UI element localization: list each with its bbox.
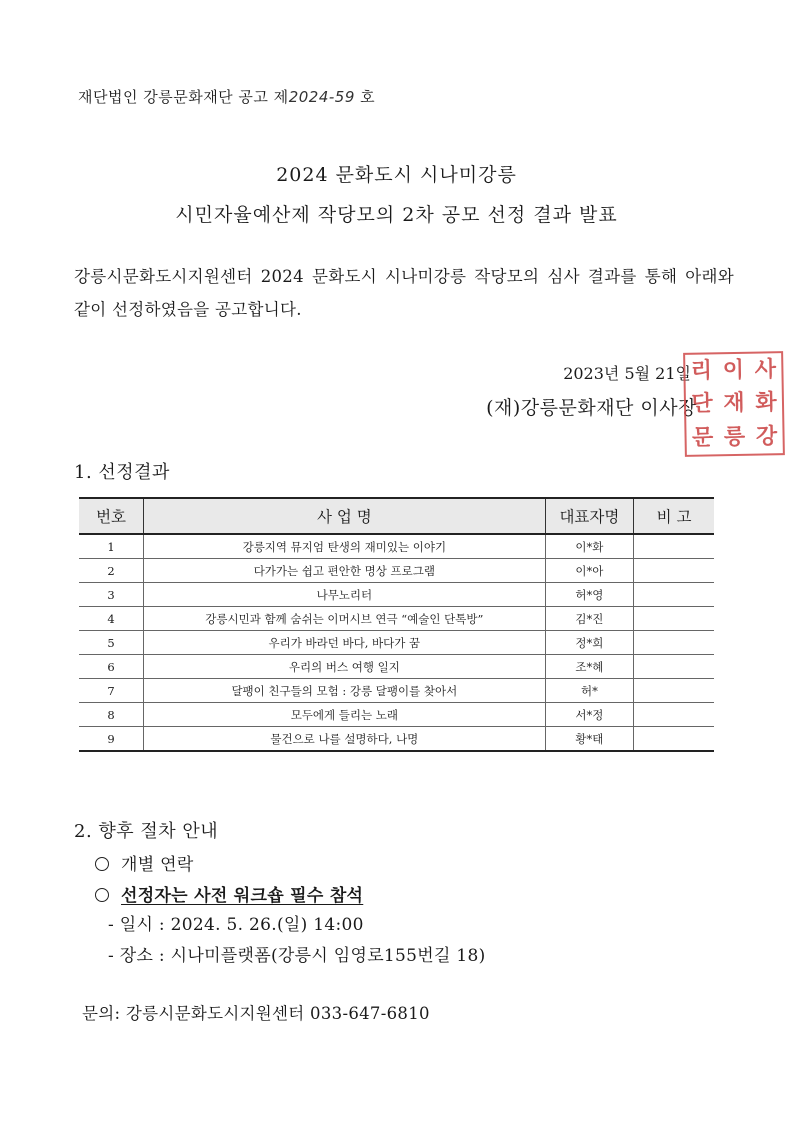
announcement-date: 2023년 5월 21일 bbox=[563, 364, 691, 383]
seal-char: 단 bbox=[691, 390, 713, 418]
seal-char: 화 bbox=[755, 389, 777, 416]
cell-note bbox=[634, 703, 714, 727]
cell-representative: 황*태 bbox=[545, 727, 634, 752]
cell-representative: 허*영 bbox=[545, 583, 634, 607]
table-row bbox=[79, 703, 714, 727]
cell-project-name: 다가가는 쉽고 편안한 명상 프로그램 bbox=[144, 559, 546, 583]
cell-note bbox=[634, 583, 714, 607]
header-project-name: 사 업 명 bbox=[144, 498, 546, 534]
cell-note bbox=[634, 607, 714, 631]
section1-title: 1. 선정결과 bbox=[74, 462, 170, 483]
table-row bbox=[79, 559, 714, 583]
table-row bbox=[79, 727, 714, 752]
cell-number: 4 bbox=[79, 607, 144, 631]
organization-signature: (재)강릉문화재단 이사장 bbox=[486, 397, 697, 419]
seal-char: 이 bbox=[722, 356, 745, 384]
cell-number: 5 bbox=[79, 631, 144, 655]
circle-bullet-icon bbox=[95, 888, 109, 902]
seal-char: 리 bbox=[690, 357, 713, 384]
cell-number: 6 bbox=[79, 655, 144, 679]
cell-project-name: 우리가 바라던 바다, 바다가 꿈 bbox=[144, 631, 546, 655]
document-title-line2: 시민자율예산제 작당모의 2차 공모 선정 결과 발표 bbox=[175, 204, 618, 226]
cell-representative: 이*화 bbox=[545, 534, 634, 559]
header-note: 비 고 bbox=[634, 498, 714, 534]
step-item-label: 개별 연락 bbox=[121, 855, 194, 875]
cell-project-name: 강릉지역 뮤지엄 탄생의 재미있는 이야기 bbox=[144, 534, 546, 559]
header-number: 번호 bbox=[79, 498, 144, 534]
step-item-workshop bbox=[95, 881, 363, 906]
seal-char: 문 bbox=[691, 424, 714, 451]
seal-char: 사 bbox=[754, 356, 777, 383]
cell-representative: 조*혜 bbox=[545, 655, 634, 679]
selection-result-table bbox=[79, 497, 714, 752]
document-title-line1: 2024 문화도시 시나미강릉 bbox=[276, 164, 517, 186]
table-row bbox=[79, 655, 714, 679]
step-item-contact bbox=[95, 850, 194, 875]
cell-number: 1 bbox=[79, 534, 144, 559]
contact-info: 문의: 강릉시문화도시지원센터 033-647-6810 bbox=[82, 1004, 430, 1023]
cell-number: 7 bbox=[79, 679, 144, 703]
cell-representative: 허* bbox=[545, 679, 634, 703]
cell-project-name: 우리의 버스 여행 일지 bbox=[144, 655, 546, 679]
seal-char: 릉 bbox=[723, 423, 746, 450]
table-row bbox=[79, 631, 714, 655]
cell-representative: 이*아 bbox=[545, 559, 634, 583]
cell-note bbox=[634, 631, 714, 655]
notice-prefix: 재단법인 강릉문화재단 공고 제 bbox=[78, 88, 289, 106]
cell-number: 9 bbox=[79, 727, 144, 752]
official-seal-stamp bbox=[683, 351, 785, 457]
header-representative: 대표자명 bbox=[545, 498, 634, 534]
cell-number: 8 bbox=[79, 703, 144, 727]
table-header-row bbox=[79, 498, 714, 534]
cell-representative: 서*정 bbox=[545, 703, 634, 727]
intro-paragraph: 강릉시문화도시지원센터 2024 문화도시 시나미강릉 작당모의 심사 결과를 통해 아래와 같이 선정하였음을 공고합니다. bbox=[74, 267, 734, 319]
cell-note bbox=[634, 727, 714, 752]
table-row bbox=[79, 583, 714, 607]
notice-number-line bbox=[78, 86, 375, 107]
notice-number-handwritten: 2024-59 bbox=[288, 88, 355, 106]
cell-number: 2 bbox=[79, 559, 144, 583]
notice-suffix: 호 bbox=[360, 88, 376, 106]
cell-project-name: 강릉시민과 함께 숨쉬는 이머시브 연극 “예술인 단톡방” bbox=[144, 607, 546, 631]
cell-representative: 정*희 bbox=[545, 631, 634, 655]
table-row bbox=[79, 679, 714, 703]
table-row bbox=[79, 607, 714, 631]
cell-number: 3 bbox=[79, 583, 144, 607]
seal-char: 강 bbox=[755, 422, 778, 450]
section2-title: 2. 향후 절차 안내 bbox=[74, 821, 219, 842]
cell-project-name: 달팽이 친구들의 모험 : 강릉 달팽이를 찾아서 bbox=[144, 679, 546, 703]
cell-note bbox=[634, 679, 714, 703]
table-row bbox=[79, 534, 714, 559]
seal-char: 재 bbox=[723, 390, 745, 417]
cell-project-name: 물건으로 나를 설명하다, 나명 bbox=[144, 727, 546, 752]
cell-project-name: 모두에게 들리는 노래 bbox=[144, 703, 546, 727]
workshop-location: - 장소 : 시나미플랫폼(강릉시 임영로155번길 18) bbox=[108, 946, 486, 966]
step-item-label: 선정자는 사전 워크숍 필수 참석 bbox=[121, 886, 364, 906]
cell-note bbox=[634, 559, 714, 583]
cell-note bbox=[634, 655, 714, 679]
workshop-datetime: - 일시 : 2024. 5. 26.(일) 14:00 bbox=[108, 915, 364, 935]
circle-bullet-icon bbox=[95, 857, 109, 871]
cell-representative: 김*진 bbox=[545, 607, 634, 631]
cell-project-name: 나무노리터 bbox=[144, 583, 546, 607]
cell-note bbox=[634, 534, 714, 559]
